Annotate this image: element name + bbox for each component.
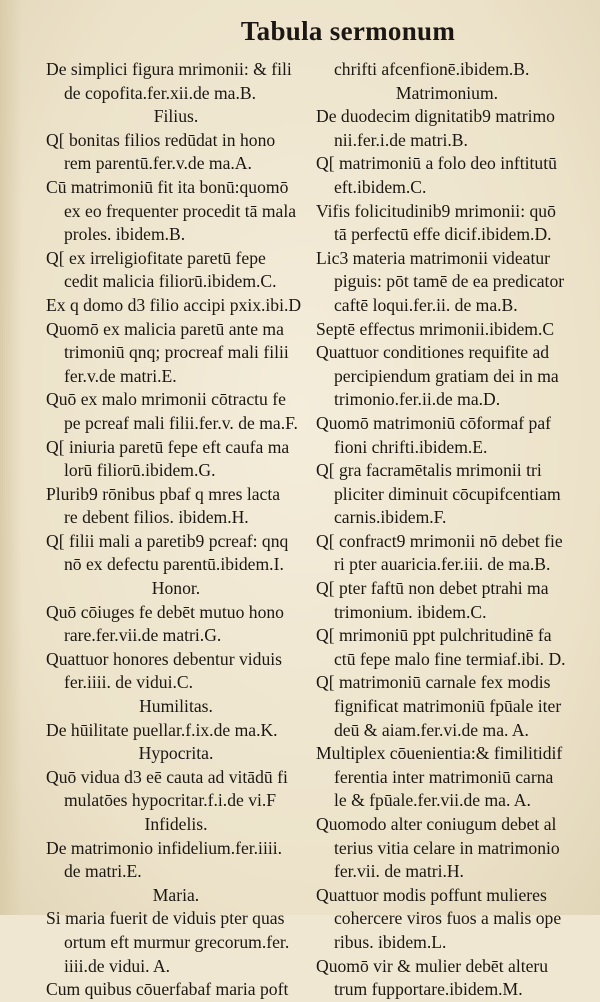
index-line: nō ex defectu parentū.ibidem.I.: [64, 554, 284, 575]
index-line: rare.fer.vii.de matri.G.: [64, 625, 222, 646]
index-line: Quomō vir & mulier debēt alteru: [316, 955, 549, 976]
index-line: Si maria fuerit de viduis pter quas: [46, 908, 285, 929]
index-line: Q[ bonitas filios redūdat in hono: [46, 129, 276, 150]
index-line: fer.vii. de matri.H.: [334, 861, 464, 882]
index-line: piguis: pōt tamē de ea predicator: [334, 271, 565, 292]
index-line: Quattuor modis poffunt mulieres: [316, 884, 547, 905]
section-heading: Maria.: [152, 884, 200, 905]
index-line: Quomodo alter coniugum debet al: [316, 814, 557, 834]
index-line: Quō ex malo mrimonii cōtractu fe: [46, 389, 286, 410]
index-line: Vifis folicitudinib9 mrimonii: quō: [316, 200, 556, 221]
index-line: De matrimonio infidelium.fer.iiii.: [46, 837, 283, 858]
page-title: Tabula sermonum: [240, 16, 456, 46]
left-column: [46, 58, 306, 1002]
index-line: Quomō matrimoniū cōformaf paf: [316, 412, 552, 433]
index-line: pe pcreaf mali filii.fer.v. de ma.F.: [64, 412, 298, 433]
index-line: de copofita.fer.xii.de ma.B.: [64, 82, 257, 103]
index-line: Lic3 materia matrimonii videatur: [316, 247, 551, 268]
right-column: [316, 58, 578, 1002]
index-line: Multiplex cōuenientia:& fimilitidif: [316, 743, 563, 764]
index-line: tā perfectū effe dicif.ibidem.D.: [334, 224, 552, 245]
index-line: ex eo frequenter procedit tā mala: [64, 200, 297, 221]
index-line: Quō vidua d3 eē cauta ad vitādū fi: [46, 766, 288, 787]
index-line: Q[ mrimoniū ppt pulchritudinē fa: [316, 625, 552, 646]
index-line: ortum eft murmur grecorum.fer.: [64, 931, 290, 952]
index-line: Quattuor honores debentur viduis: [46, 648, 283, 669]
index-line: rem parentū.fer.v.de ma.A.: [64, 153, 252, 174]
index-line: ribus. ibidem.L.: [334, 931, 447, 952]
index-line: fignificat matrimoniū fpūale iter: [334, 696, 562, 717]
index-line: percipiendum gratiam dei in ma: [334, 365, 559, 386]
index-line: Plurib9 rōnibus pbaf q mres lacta: [46, 483, 281, 504]
index-line: re debent filios. ibidem.H.: [64, 507, 249, 528]
section-heading: Filius.: [153, 106, 199, 127]
index-line: proles. ibidem.B.: [64, 224, 186, 245]
index-line: Q[ ex irreligiofitate paretū fepe: [46, 247, 266, 268]
index-line: terius vitia celare in matrimonio: [334, 837, 560, 858]
index-line: pliciter diminuit cōcupifcentiam: [334, 483, 561, 504]
index-line: lorū filiorū.ibidem.G.: [64, 460, 216, 481]
index-line: fioni chrifti.ibidem.E.: [334, 436, 488, 457]
index-line: De simplici figura mrimonii: & fili: [46, 59, 292, 79]
index-line: Q[ pter faftū non debet ptrahi ma: [316, 578, 549, 599]
index-line: trimoniū qnq; procreaf mali filii: [64, 342, 289, 363]
index-line: Q[ filii mali a paretib9 pcreaf: qnq: [46, 530, 289, 551]
index-line: Septē effectus mrimonii.ibidem.C: [316, 318, 555, 339]
index-line: ctū fepe malo fine termiaf.ibi. D.: [334, 648, 566, 669]
index-line: cedit malicia filiorū.ibidem.C.: [64, 271, 277, 292]
index-line: Cū matrimoniū fit ita bonū:quomō: [46, 176, 289, 197]
index-line: ferentia inter matrimoniū carna: [334, 766, 554, 787]
index-line: eft.ibidem.C.: [334, 176, 427, 197]
index-line: Quattuor conditiones requifite ad: [316, 342, 550, 363]
index-line: fer.v.de matri.E.: [64, 365, 177, 386]
index-line: Q[ matrimoniū carnale fex modis: [316, 672, 551, 693]
section-heading: Infidelis.: [144, 814, 208, 834]
section-heading: Honor.: [151, 578, 201, 599]
index-line: mulatōes hypocritar.f.i.de vi.F: [64, 790, 277, 811]
index-line: De duodecim dignitatib9 matrimo: [316, 106, 555, 127]
index-line: Q[ iniuria paretū fepe eft caufa ma: [46, 436, 290, 457]
section-heading: Hypocrita.: [138, 743, 214, 764]
index-line: carnis.ibidem.F.: [334, 507, 447, 528]
section-heading: Matrimonium.: [395, 82, 499, 103]
index-line: Ex q domo d3 filio accipi pxix.ibi.D: [46, 294, 302, 315]
index-line: Q[ confract9 mrimonii nō debet fie: [316, 530, 563, 551]
index-line: Quomō ex malicia paretū ante ma: [46, 318, 284, 339]
index-line: Q[ matrimoniū a folo deo inftitutū: [316, 153, 557, 174]
index-line: chrifti afcenfionē.ibidem.B.: [334, 59, 530, 79]
index-line: trimonium. ibidem.C.: [334, 601, 487, 622]
index-line: Q[ gra facramētalis mrimonii tri: [316, 460, 542, 481]
index-line: iiii.de vidui. A.: [64, 955, 171, 976]
index-line: trum fupportare.ibidem.M.: [334, 979, 523, 1000]
index-line: Quō cōiuges fe debēt mutuo hono: [46, 601, 284, 622]
index-line: de matri.E.: [64, 861, 142, 882]
index-line: fer.iiii. de vidui.C.: [64, 672, 194, 693]
index-line: Cum quibus cōuerfabaf maria poft: [46, 979, 289, 1000]
index-line: ri pter auaricia.fer.iii. de ma.B.: [334, 554, 551, 575]
index-line: deū & aiam.fer.vi.de ma. A.: [334, 719, 529, 740]
index-line: trimonio.fer.ii.de ma.D.: [334, 389, 501, 410]
index-line: caftē loqui.fer.ii. de ma.B.: [334, 294, 518, 315]
index-line: cohercere viros fuos a malis ope: [334, 908, 562, 929]
index-line: nii.fer.i.de matri.B.: [334, 129, 468, 150]
index-line: le & fpūale.fer.vii.de ma. A.: [334, 790, 531, 811]
section-heading: Humilitas.: [139, 696, 213, 717]
index-line: De hūilitate puellar.f.ix.de ma.K.: [46, 719, 278, 740]
